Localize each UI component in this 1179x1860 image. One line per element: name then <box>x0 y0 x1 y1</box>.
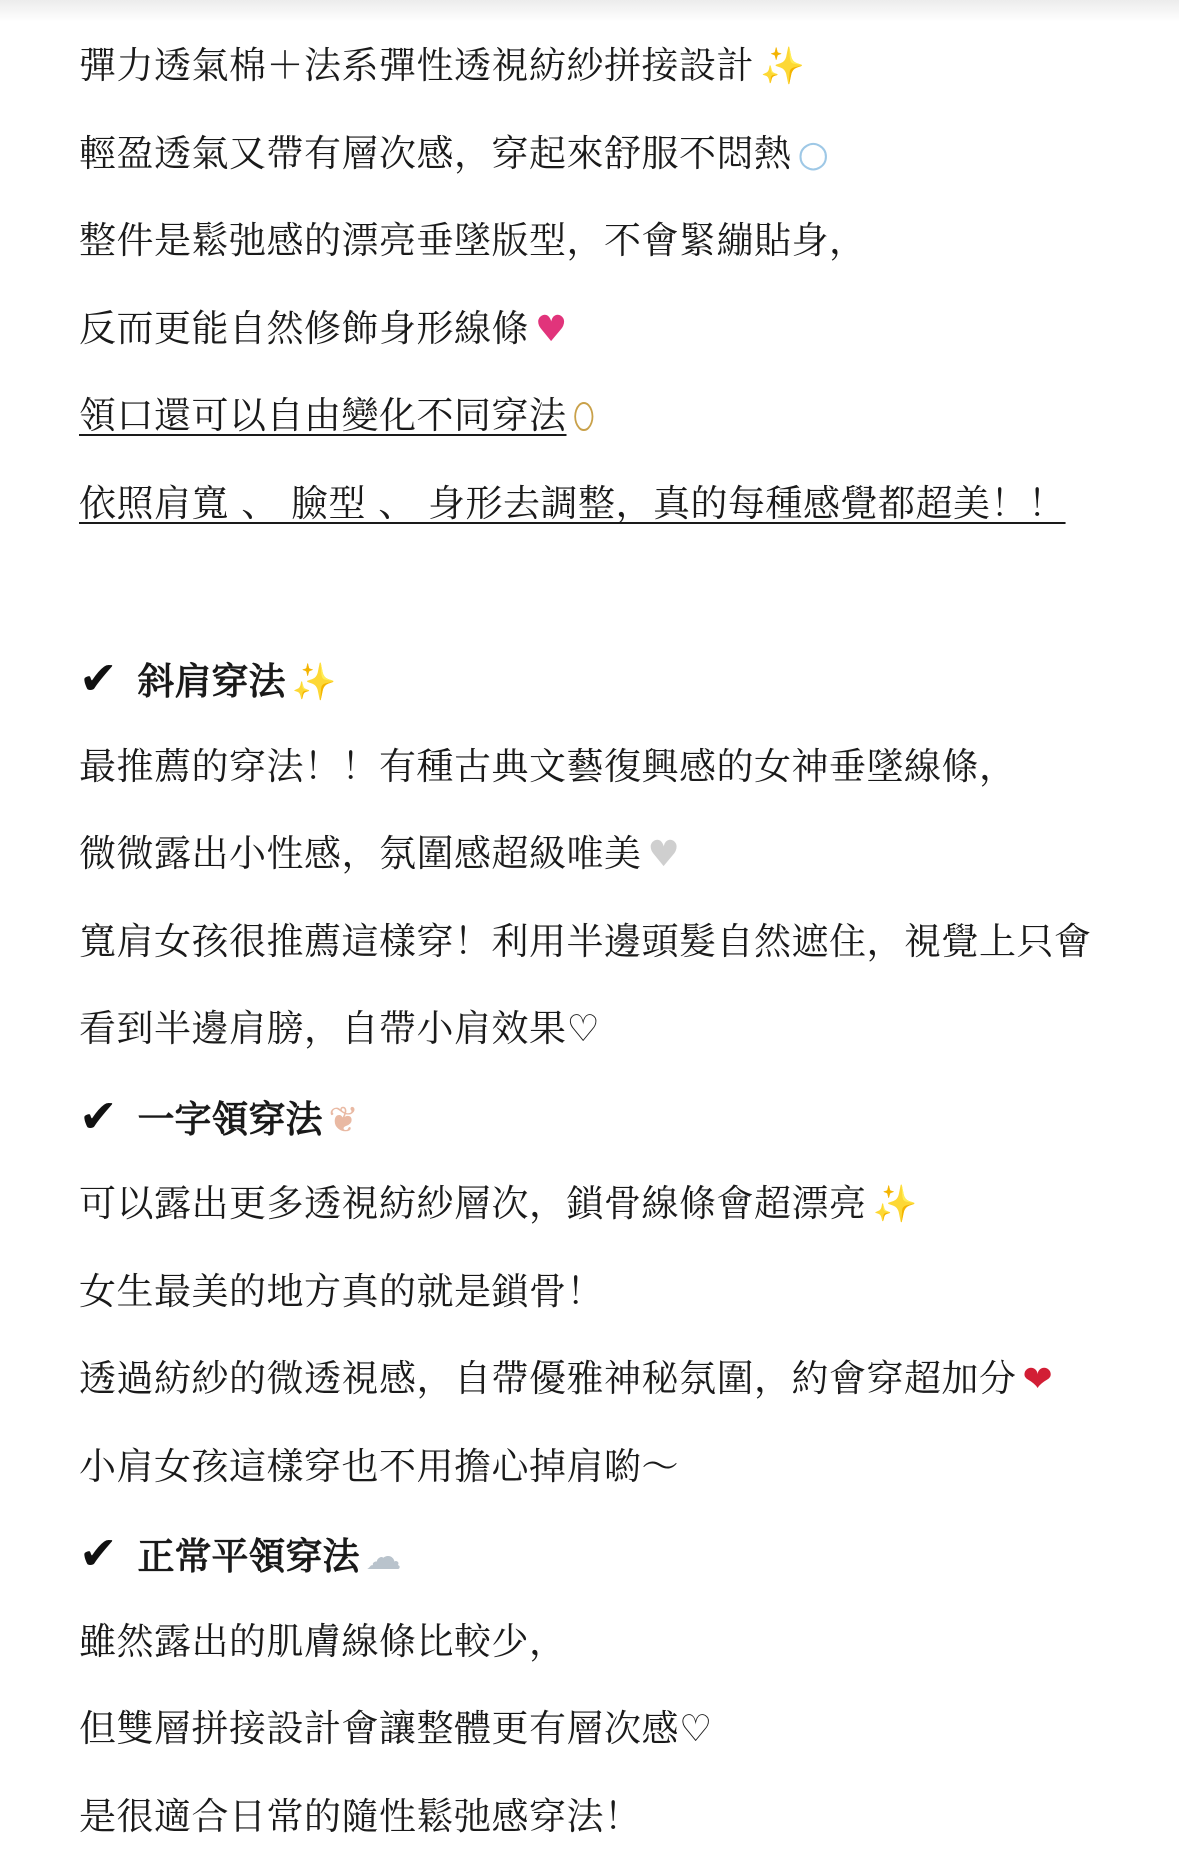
white-heart-icon: ♥ <box>648 811 681 899</box>
text-line <box>79 810 1119 898</box>
check-mark-icon: ✔ <box>79 1510 118 1598</box>
text-line <box>79 1423 1119 1511</box>
line-text: 透過紡紗的微透視感，自帶優雅神秘氛圍，約會穿超加分 <box>79 1357 1017 1400</box>
section-heading <box>79 1073 1119 1161</box>
post-body <box>79 22 1119 1860</box>
cloud-icon: ☁ <box>366 1514 402 1602</box>
text-line <box>79 22 1119 110</box>
text-line <box>79 1598 1119 1686</box>
line-text: 整件是鬆弛感的漂亮垂墜版型，不會緊繃貼身， <box>79 219 867 262</box>
section-title: 斜肩穿法 <box>138 660 286 703</box>
line-text: 反而更能自然修飾身形線條 <box>79 307 529 350</box>
text-line <box>79 285 1119 373</box>
line-text: 微微露出小性感，氛圍感超級唯美 <box>79 832 642 875</box>
section-title: 正常平領穿法 <box>138 1535 360 1578</box>
paragraph-gap <box>79 547 1119 635</box>
section-heading <box>79 635 1119 723</box>
text-line <box>79 985 1119 1073</box>
mirror-icon: ⬯ <box>573 373 596 461</box>
sparkling-heart-icon: ♥ <box>535 286 568 374</box>
text-line <box>79 110 1119 198</box>
section-heading <box>79 1510 1119 1598</box>
line-text: 輕盈透氣又帶有層次感，穿起來舒服不悶熱 <box>79 132 792 175</box>
top-shadow <box>0 0 1179 22</box>
line-text: 是很適合日常的隨性鬆弛感穿法！ <box>79 1795 642 1838</box>
line-text: 小肩女孩這樣穿也不用擔心掉肩喲～ <box>79 1445 679 1488</box>
text-line <box>79 1160 1119 1248</box>
sparkles-icon: ✨ <box>292 639 337 727</box>
sparkles-icon: ✨ <box>760 23 805 111</box>
bubbles-icon: ○ <box>798 111 830 199</box>
line-text: 依照肩寬 、 臉型 、 身形去調整，真的每種感覺都超美！！ <box>79 482 1066 525</box>
line-text: 看到半邊肩膀，自帶小肩效果♡ <box>79 1007 600 1050</box>
line-text: 最推薦的穿法！！有種古典文藝復興感的女神垂墜線條， <box>79 745 1017 788</box>
check-mark-icon: ✔ <box>79 635 118 723</box>
line-text: 雖然露出的肌膚線條比較少， <box>79 1620 567 1663</box>
text-line <box>79 1248 1119 1336</box>
line-text: 女生最美的地方真的就是鎖骨！ <box>79 1270 604 1313</box>
text-line <box>79 1685 1119 1773</box>
text-line-underlined[interactable] <box>79 460 1119 548</box>
text-line-underlined[interactable] <box>79 372 1119 460</box>
line-text: 彈力透氣棉＋法系彈性透視紡紗拼接設計 <box>79 44 754 87</box>
kiss-mark-icon: ❤ <box>1023 1336 1054 1424</box>
line-text: 寬肩女孩很推薦這樣穿！利用半邊頭髮自然遮住，視覺上只會 <box>79 920 1092 963</box>
section-title: 一字領穿法 <box>138 1098 323 1141</box>
text-line <box>79 1335 1119 1423</box>
text-line <box>79 723 1119 811</box>
text-line <box>79 197 1119 285</box>
ribbon-icon: ❦ <box>329 1077 359 1165</box>
check-mark-icon: ✔ <box>79 1073 118 1161</box>
text-line <box>79 1773 1119 1860</box>
sparkles-icon: ✨ <box>873 1161 918 1249</box>
text-line <box>79 898 1119 986</box>
line-text: 但雙層拼接設計會讓整體更有層次感♡ <box>79 1707 713 1750</box>
line-text: 領口還可以自由變化不同穿法 <box>79 394 567 437</box>
line-text: 可以露出更多透視紡紗層次，鎖骨線條會超漂亮 <box>79 1182 867 1225</box>
